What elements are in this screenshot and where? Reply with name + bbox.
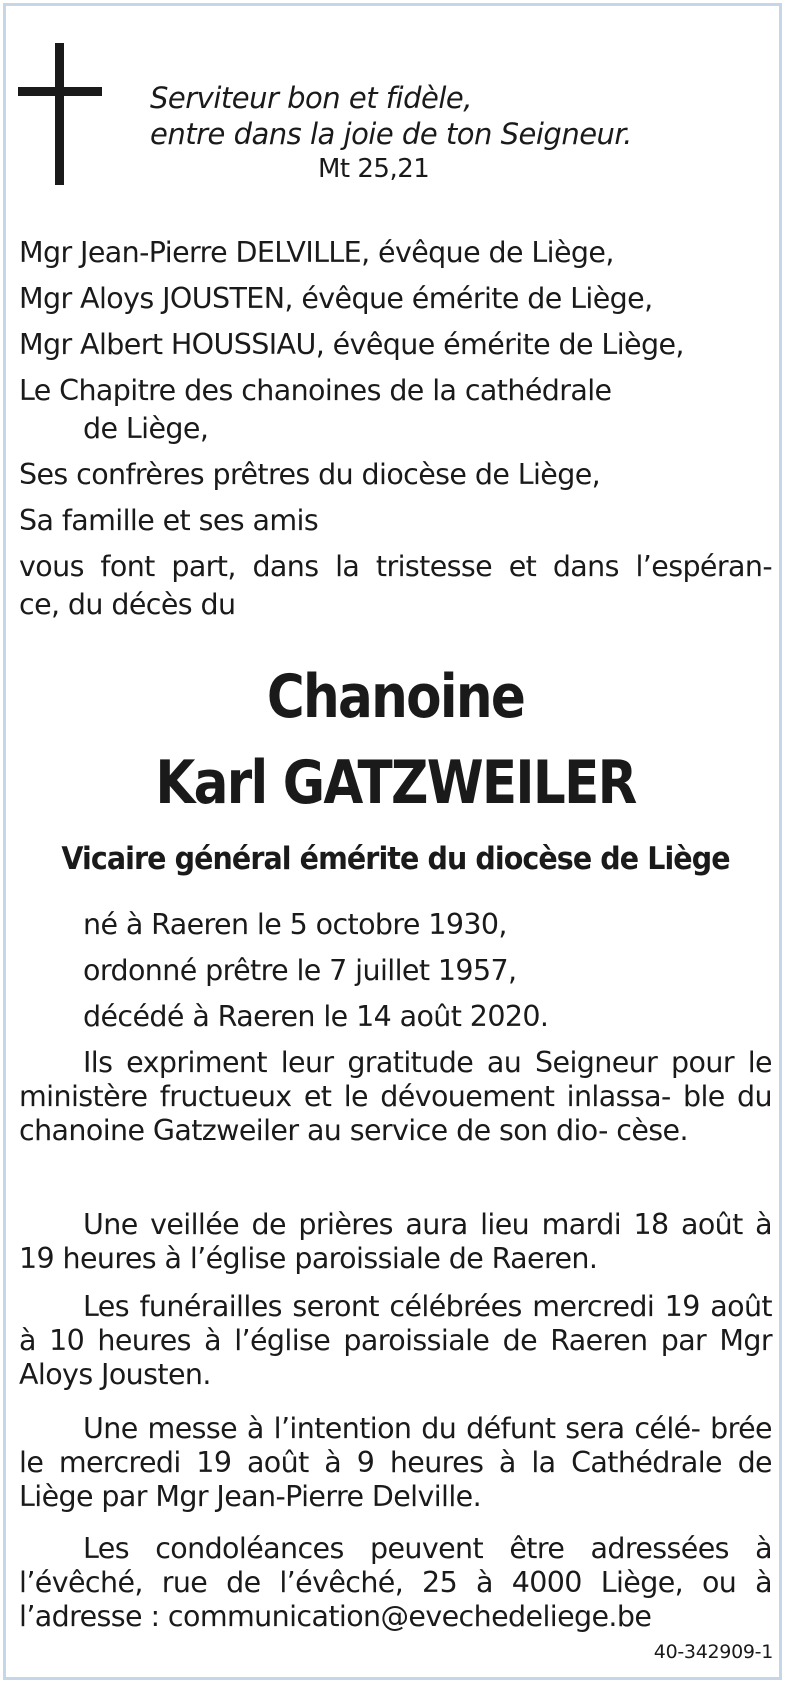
mass-paragraph: Une messe à l’intention du défunt sera célé- brée le mercredi 19 août à 9 heures à la Cathédrale de Liège par Mgr Jean-Pierre Delville. bbox=[19, 1412, 772, 1513]
announcer-line: Mgr Albert HOUSSIAU, évêque émérite de Liège, bbox=[19, 328, 684, 361]
announcer-line: de Liège, bbox=[83, 412, 209, 445]
cross-icon bbox=[18, 43, 102, 185]
gratitude-paragraph: Ils expriment leur gratitude au Seigneur pour le ministère fructueux et le dévouement inlassa- ble du chanoine Gatzweiler au service de son dio- cèse. bbox=[19, 1046, 772, 1147]
vigil-paragraph: Une veillée de prières aura lieu mardi 18 août à 19 heures à l’église paroissiale de Raeren. bbox=[19, 1208, 772, 1275]
deceased-function: Vicaire général émérite du diocèse de Liège bbox=[61, 841, 730, 877]
verse-reference: Mt 25,21 bbox=[318, 154, 430, 184]
deceased-name: Karl GATZWEILER bbox=[155, 748, 636, 818]
intro-line-1: vous font part, dans la tristesse et dans l’espéran- bbox=[19, 550, 772, 583]
ordination-line: ordonné prêtre le 7 juillet 1957, bbox=[83, 954, 517, 987]
birth-line: né à Raeren le 5 octobre 1930, bbox=[83, 908, 507, 941]
announcer-line: Mgr Aloys JOUSTEN, évêque émérite de Liège, bbox=[19, 282, 653, 315]
condolences-paragraph: Les condoléances peuvent être adressées à l’évêché, rue de l’évêché, 25 à 4000 Liège, ou à l’adresse : communication@evechedeliege.be bbox=[19, 1532, 772, 1633]
reference-number: 40-342909-1 bbox=[653, 1641, 773, 1663]
verse-line-2: entre dans la joie de ton Seigneur. bbox=[150, 117, 632, 151]
intro-line-2: ce, du décès du bbox=[19, 588, 236, 621]
funeral-paragraph: Les funérailles seront célébrées mercredi 19 août à 10 heures à l’église paroissiale de Raeren par Mgr Aloys Jousten. bbox=[19, 1290, 772, 1391]
announcer-line: Mgr Jean-Pierre DELVILLE, évêque de Liège, bbox=[19, 236, 614, 269]
announcer-line: Ses confrères prêtres du diocèse de Liège, bbox=[19, 458, 601, 491]
announcer-line: Le Chapitre des chanoines de la cathédrale bbox=[19, 374, 612, 407]
verse-line-1: Serviteur bon et fidèle, bbox=[150, 81, 472, 115]
deceased-title: Chanoine bbox=[266, 662, 525, 732]
bible-verse bbox=[150, 80, 632, 152]
death-line: décédé à Raeren le 14 août 2020. bbox=[83, 1000, 549, 1033]
announcer-line: Sa famille et ses amis bbox=[19, 504, 319, 537]
